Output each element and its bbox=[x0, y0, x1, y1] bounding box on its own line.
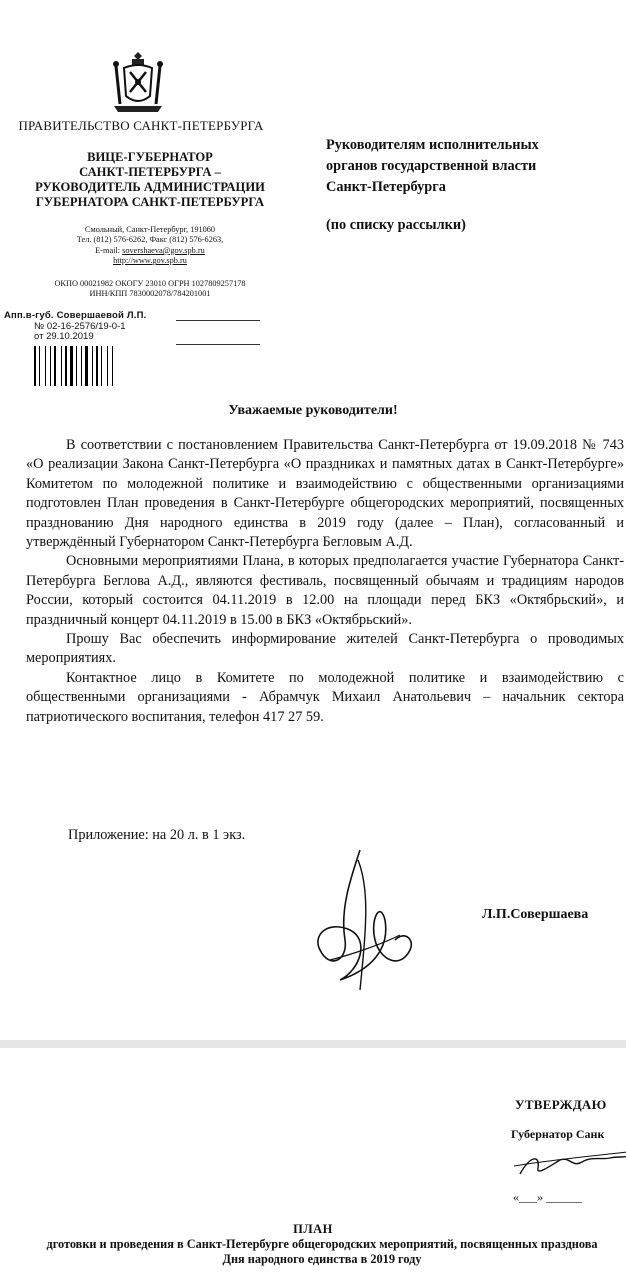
barcode-bar bbox=[70, 346, 73, 386]
sender-line: РУКОВОДИТЕЛЬ АДМИНИСТРАЦИИ bbox=[35, 180, 265, 194]
barcode-bar bbox=[78, 346, 80, 386]
codes-line: ИНН/КПП 7830002078/784201001 bbox=[89, 289, 211, 299]
handwritten-signature bbox=[300, 840, 420, 1000]
plan-subtitle-line: Дня народного единства в 2019 году bbox=[222, 1252, 422, 1266]
codes-line: ОКПО 00021982 ОКОГУ 23010 ОГРН 1027809257178 bbox=[54, 279, 246, 288]
approve-label: УТВЕРЖДАЮ bbox=[515, 1097, 607, 1112]
plan-subtitle-line: дготовки и проведения в Санкт-Петербурге общегородских мероприятий, посвященных празднова bbox=[46, 1237, 598, 1251]
barcode-bar bbox=[103, 346, 106, 386]
barcode-bar bbox=[81, 346, 82, 386]
recipient-list-note: (по списку рассылки) bbox=[326, 217, 466, 233]
stamp-office: Апп.в-губ. Совершаевой Л.П. bbox=[4, 310, 147, 321]
barcode-bar bbox=[34, 346, 36, 386]
barcode-bar bbox=[65, 346, 67, 386]
blank-line bbox=[176, 344, 260, 345]
registration-stamp bbox=[4, 311, 147, 343]
email-line bbox=[0, 246, 300, 256]
stamp-date: от 29.10.2019 bbox=[34, 331, 94, 342]
page-separator bbox=[0, 1040, 626, 1048]
sender-title bbox=[0, 150, 300, 210]
approval-date-line: «___» ______ bbox=[513, 1190, 582, 1204]
barcode-bar bbox=[50, 346, 51, 386]
barcode-bar bbox=[109, 346, 111, 386]
barcode-bar bbox=[47, 346, 49, 386]
barcode-bar bbox=[92, 346, 93, 386]
plan-subtitle bbox=[0, 1237, 626, 1267]
barcode-bar bbox=[94, 346, 95, 386]
barcode-bar bbox=[107, 346, 108, 386]
blank-line bbox=[176, 320, 260, 321]
body-paragraph: Прошу Вас обеспечить информирование жителей Санкт-Петербурга о проводимых мероприятиях. bbox=[26, 631, 624, 667]
sender-line: ГУБЕРНАТОРА САНКТ-ПЕТЕРБУРГА bbox=[35, 195, 265, 209]
recipient-line: Санкт-Петербурга bbox=[326, 179, 446, 195]
barcode-bar bbox=[68, 346, 69, 386]
plan-title: ПЛАН bbox=[293, 1222, 333, 1236]
recipient-line: органов государственной власти bbox=[326, 158, 537, 174]
barcode-bar bbox=[54, 346, 56, 386]
barcode-bar bbox=[83, 346, 84, 386]
email-label: E-mail: bbox=[95, 245, 123, 255]
barcode-bar bbox=[76, 346, 77, 386]
barcode bbox=[34, 346, 130, 386]
barcode-bar bbox=[41, 346, 44, 386]
signatory-name: Л.П.Совершаева bbox=[482, 907, 589, 922]
barcode-bar bbox=[45, 346, 46, 386]
barcode-bar bbox=[89, 346, 91, 386]
body-paragraph: Контактное лицо в Комитете по молодежной политике и взаимодействию с общественными организациями - Абрамчук Михаил Анатольевич – начальник сектора патриотического воспитания, телефон 417 27 59. bbox=[26, 669, 624, 725]
barcode-bar bbox=[96, 346, 98, 386]
barcode-bar bbox=[52, 346, 53, 386]
barcode-bar bbox=[63, 346, 64, 386]
letter-body bbox=[26, 436, 624, 727]
sender-contacts bbox=[0, 225, 300, 267]
barcode-bar bbox=[101, 346, 102, 386]
barcode-bar bbox=[114, 346, 115, 386]
barcode-bar bbox=[74, 346, 75, 386]
email-link[interactable]: sovershaeva@gov.spb.ru bbox=[122, 245, 205, 255]
appendix-note: Приложение: на 20 л. в 1 экз. bbox=[68, 827, 246, 843]
barcode-bar bbox=[37, 346, 38, 386]
recipient-block bbox=[326, 135, 616, 236]
address-line: Смольный, Санкт-Петербург, 191060 bbox=[84, 225, 216, 234]
greeting: Уважаемые руководители! bbox=[228, 403, 398, 418]
phone-line: Тел. (812) 576-6262, Факс (812) 576-6263, bbox=[76, 235, 224, 245]
body-paragraph: В соответствии с постановлением Правительства Санкт-Петербурга от 19.09.2018 № 743 «О реализации Закона Санкт-Петербурга «О праздниках и памятных датах в Санкт-Петербурге» Комитетом по молодежной политике и взаимодействию с общественными организациями подготовлен План проведения в Санкт-Петербурге общегородских мероприятий, посвященных празднованию Дня народного единства в 2019 году (далее – План), согласованный и утверждённый Губернатором Санкт-Петербурга Бегловым А.Д. bbox=[26, 437, 624, 551]
barcode-bar bbox=[112, 346, 113, 386]
barcode-bar bbox=[99, 346, 100, 386]
barcode-bar bbox=[61, 346, 62, 386]
stamp-number: № 02-16-2576/19-0-1 bbox=[34, 320, 126, 332]
approver-signature bbox=[510, 1146, 626, 1182]
barcode-bar bbox=[57, 346, 60, 386]
website-link[interactable]: http://www.gov.spb.ru bbox=[113, 256, 187, 266]
sender-line: ВИЦЕ-ГУБЕРНАТОР bbox=[87, 150, 213, 164]
body-paragraph: Основными мероприятиями Плана, в которых предполагается участие Губернатора Санкт-Петербурга Беглова А.Д., являются фестиваль, посвященный обычаям и традициям народов России, который состоится 04.11.2019 в 12.00 на площади перед БКЗ «Октябрьский», и праздничный концерт 04.11.2019 в 15.00 в БКЗ «Октябрьский». bbox=[26, 553, 624, 628]
approver-title: Губернатор Санк bbox=[511, 1127, 605, 1141]
registry-codes bbox=[0, 279, 300, 300]
coat-of-arms-icon bbox=[110, 48, 166, 114]
recipient-line: Руководителям исполнительных bbox=[326, 137, 539, 153]
barcode-bar bbox=[39, 346, 40, 386]
barcode-bar bbox=[85, 346, 88, 386]
sender-line: САНКТ-ПЕТЕРБУРГА – bbox=[79, 165, 221, 179]
government-name: ПРАВИТЕЛЬСТВО САНКТ-ПЕТЕРБУРГА bbox=[18, 118, 264, 133]
